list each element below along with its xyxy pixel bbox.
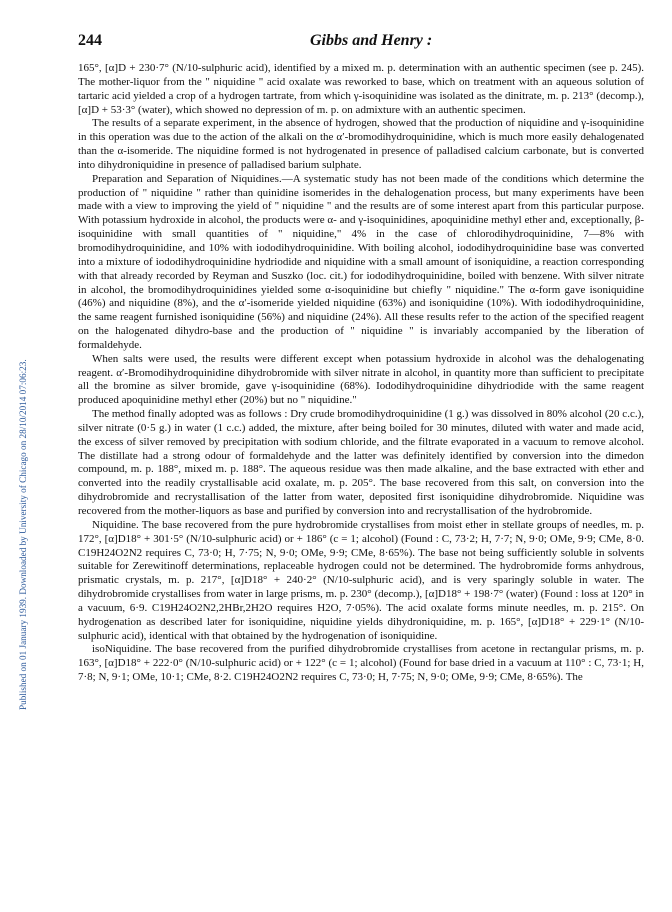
paragraph: The results of a separate experiment, in the absence of hydrogen, showed that the production of niquidine and γ-isoquinidine in this operation was due to the action of the alkali on the α′-bromodihydroquinidine, which is much more easily dehalogenated than the α-isomeride. The niquidine formed is not hydrogenated in presence of palladised calcium carbonate, but is converted into dihydroniquidine in presence of palladised barium sulphate.	[78, 117, 644, 171]
publication-sidebar-link[interactable]: Published on 01 January 1939. Downloaded by University of Chicago on 28/10/2014 07:06:23.	[18, 359, 28, 710]
paragraph: The method finally adopted was as follows : Dry crude bromodihydroquinidine (1 g.) was dissolved in 80% alcohol (20 c.c.), silver nitrate (0·5 g.) in water (1 c.c.) added, the mixture, after being boiled for 30 minutes, diluted with water and made acid, the excess of silver removed by precipitation with sodium chloride, and the filtrate evaporated in a vacuum to remove alcohol. The distillate had a strong odour of formaldehyde and the latter was definitely identified by conversion into the dimedon compound, m. p. 188°, mixed m. p. 188°. The aqueous residue was then made alkaline, and the base extracted with ether and converted into the readily crystallisable acid oxalate, m. p. 205°. The base recovered from this salt, on conversion into the dihydrobromide and recrystallisation of the latter from water, deposited first isoniquidine dihydrobromide. Niquidine was recovered from the mother-liquors as base and purified by conversion into and recrystallisation of the hydrobromide.	[78, 408, 644, 517]
article-body	[78, 62, 644, 685]
paragraph: When salts were used, the results were different except when potassium hydroxide in alcohol was the dehalogenating reagent. α′-Bromodihydroquinidine dihydrobromide with silver nitrate in alcohol, in quantity more than sufficient to precipitate all the bromine as silver bromide, gave γ-isoquinidine (68%). Iododihydroquinidine dihydriodide with the same reagent produced apoquinidine methyl ether (20%) but no " niquidine."	[78, 352, 644, 407]
paragraph: Niquidine. The base recovered from the pure hydrobromide crystallises from moist ether in stellate groups of needles, m. p. 172°, [α]D18° + 301·5° (N/10-sulphuric acid) or + 186° (c = 1; alcohol) (Found : C, 73·2; H, 7·7; N, 9·0; OMe, 9·9; CMe, 8·0. C19H24O2N2 requires C, 73·0; H, 7·75; N, 9·0; OMe, 9·9; CMe, 8·65%). The base not being sufficiently soluble in solvents suitable for Zerewitinoff determinations, replaceable hydrogen could not be determined. The hydrobromide forms anhydrous, prismatic crystals, m. p. 217°, [α]D18° + 240·2° (N/10-sulphuric acid), and is very sparingly soluble in water. The dihydrobromide crystallises from water in large prisms, m. p. 230° (decomp.), [α]D18° + 198·7° (water) (Found : loss at 120° in a vacuum, 6·9. C19H24O2N2,2HBr,2H2O requires H2O, 7·05%). The acid oxalate forms minute needles, m. p. 215°. On hydrogenation as described later for isoniquidine, niquidine yields dihydroniquidine, m. p. 165°, [α]D18° + 229·1° (N/10-sulphuric acid), identical with that obtained by the hydrogenation of isoniquidine.	[78, 518, 644, 642]
page-header	[78, 32, 644, 54]
paragraph: isoNiquidine. The base recovered from the purified dihydrobromide crystallises from acetone in rectangular prisms, m. p. 163°, [α]D18° + 222·0° (N/10-sulphuric acid) or + 122° (c = 1; alcohol) (Found for base dried in a vacuum at 110° : C, 73·1; H, 7·8; N, 9·1; OMe, 10·1; CMe, 8·2. C19H24O2N2 requires C, 73·0; H, 7·75; N, 9·0; OMe, 9·9; CMe, 8·65%). The	[78, 643, 644, 684]
page-number: 244	[78, 32, 102, 49]
running-title: Gibbs and Henry :	[310, 32, 433, 49]
paragraph: Preparation and Separation of Niquidines.—A systematic study has not been made of the conditions which determine the production of " niquidine " rather than quinidine isomerides in the dehalogenation process, but many experiments have been made with a view to improving the yield of " niquidine " and the results are of some interest apart from this particular purpose. With potassium hydroxide in alcohol, the products were α- and γ-isoquinidines, apoquinidine methyl ether and, exceptionally, β-isoquinidine with small quantities of " niquidine," 4% in the case of chlorodihydroquinidine, 7—8% with bromodihydroquinidine, and 10% with iododihydroquinidine. With boiling alcohol, iododihydroquinidine base was converted into a mixture of iododihydroquinidine hydriodide and niquidine with a small amount of isoniquidine, a reaction corresponding with that already recorded by Reyman and Suszko (loc. cit.) for iododihydroquinidine, boiled with benzene. With silver nitrate in alcohol, the bromodihydroquinidines yielded some α-isoquinidine but chiefly " niquidine." The α-form gave isoniquidine (46%) and niquidine (8%), and the α′-isomeride yielded niquidine (63%) and isoniquidine (10%). With iododihydroquinidine, the same reagent furnished isoniquidine (56%) and niquidine (24%). All these results refer to the action of the specified reagent on the halogenated dihydro-base and the production of " niquidine " is invariably accompanied by the liberation of formaldehyde.	[78, 172, 644, 351]
paragraph: 165°, [α]D + 230·7° (N/10-sulphuric acid), identified by a mixed m. p. determination with an authentic specimen (see p. 245). The mother-liquor from the " niquidine " acid oxalate was reworked to base, which on treatment with an aqueous solution of tartaric acid yielded a crop of a hydrogen tartrate, from which γ-isoquinidine was isolated as the dinitrate, m. p. 213° (decomp.), [α]D + 53·3° (water), which showed no depression of m. p. on admixture with an authentic specimen.	[78, 62, 644, 116]
